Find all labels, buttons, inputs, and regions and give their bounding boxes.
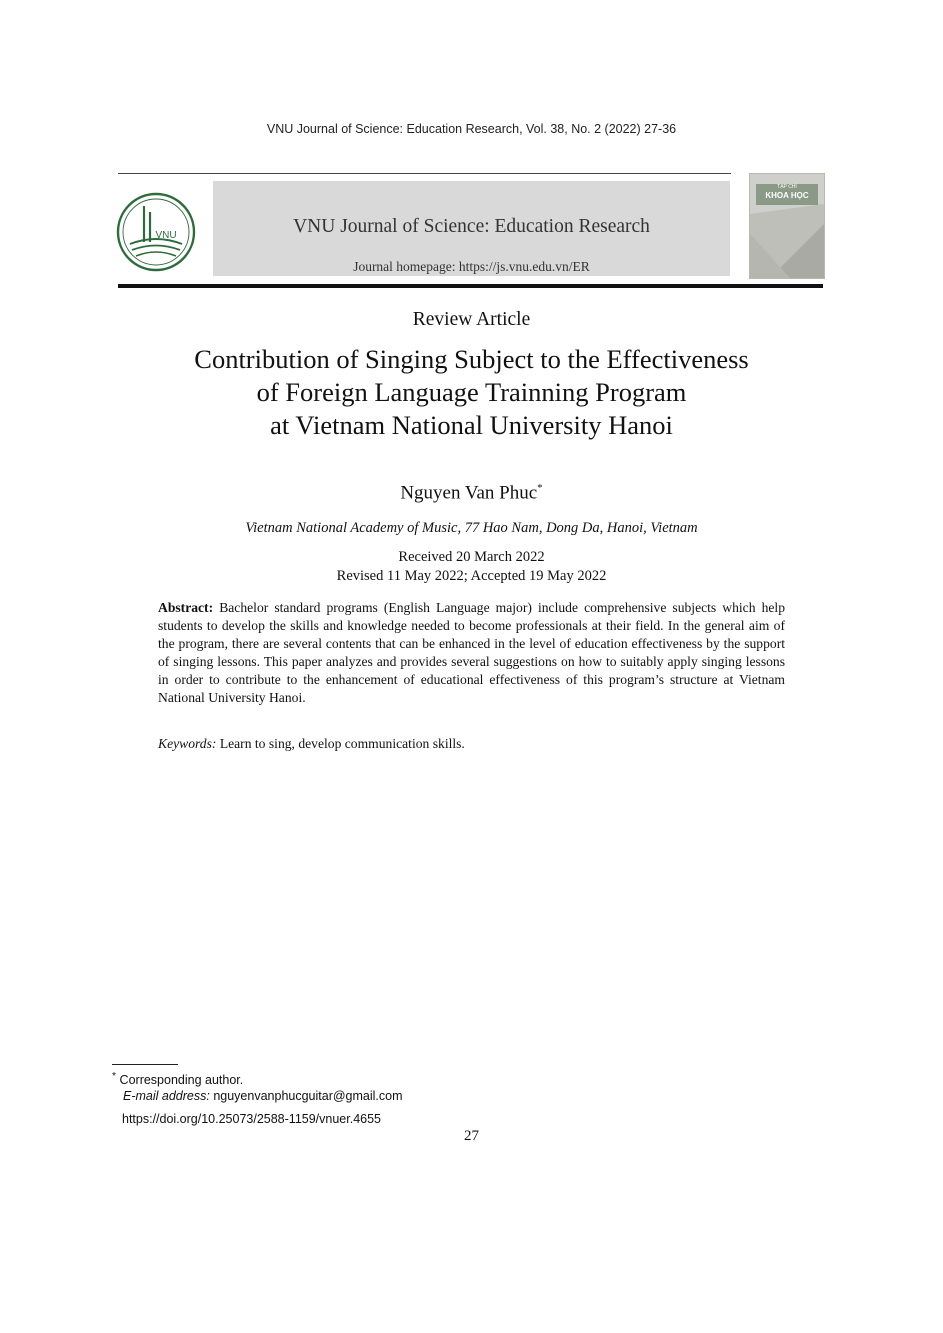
email-line (112, 1088, 403, 1104)
revised-accepted-date: Revised 11 May 2022; Accepted 19 May 2022 (336, 568, 607, 584)
title-line: at Vietnam National University Hanoi (270, 410, 673, 440)
abstract (158, 599, 785, 707)
vnu-logo-icon (114, 190, 198, 274)
footnote-rule (112, 1064, 178, 1065)
journal-cover-image (749, 173, 825, 279)
email-label: E-mail address: (123, 1089, 210, 1104)
abstract-label: Abstract: (158, 600, 214, 615)
journal-name: VNU Journal of Science: Education Research (293, 216, 650, 237)
corresponding-author-label: Corresponding author. (119, 1073, 244, 1088)
page-number: 27 (464, 1128, 479, 1144)
author-line (0, 482, 943, 504)
doi-link[interactable]: https://doi.org/10.25073/2588-1159/vnuer.4655 (122, 1112, 382, 1126)
corresponding-author-note (112, 1069, 403, 1088)
abstract-text: Bachelor standard programs (English Language major) include comprehensive subjects which help students to develop the skills and knowledge needed to become professionals at their field. In the general aim of the program, there are several contents that can be enhanced in the level of education effectiveness by the support of singing lessons. This paper analyzes and provides several suggestions on how to suitably apply singing lessons in order to contribute to the enhancement of educational effectiveness of this program’s structure at Vietnam National University Hanoi. (158, 600, 785, 705)
received-date: Received 20 March 2022 (398, 549, 545, 565)
email-link[interactable]: nguyenvanphucguitar@gmail.com (213, 1089, 403, 1104)
author-footnote-mark: * (537, 482, 543, 494)
author-name: Nguyen Van Phuc (400, 482, 538, 504)
title-line: Contribution of Singing Subject to the Effectiveness (194, 344, 749, 374)
footnote (112, 1069, 403, 1104)
paper-title (120, 343, 823, 442)
footnote-mark: * (112, 1071, 117, 1082)
header-rule (118, 173, 731, 174)
affiliation: Vietnam National Academy of Music, 77 Hao Nam, Dong Da, Hanoi, Vietnam (245, 520, 698, 536)
keywords-text: Learn to sing, develop communication skills. (219, 736, 465, 751)
header-thick-rule (118, 284, 823, 288)
title-line: of Foreign Language Trainning Program (256, 377, 687, 407)
running-head: VNU Journal of Science: Education Research, Vol. 38, No. 2 (2022) 27-36 (266, 122, 677, 136)
journal-homepage: Journal homepage: https://js.vnu.edu.vn/ER (353, 259, 590, 274)
cover-title: TẠP CHÍ KHOA HỌC (756, 184, 818, 205)
article-type: Review Article (412, 309, 531, 330)
dates (0, 548, 943, 586)
keywords-label: Keywords: (158, 736, 217, 751)
keywords (158, 736, 785, 752)
logo-text: VNU (155, 230, 177, 241)
